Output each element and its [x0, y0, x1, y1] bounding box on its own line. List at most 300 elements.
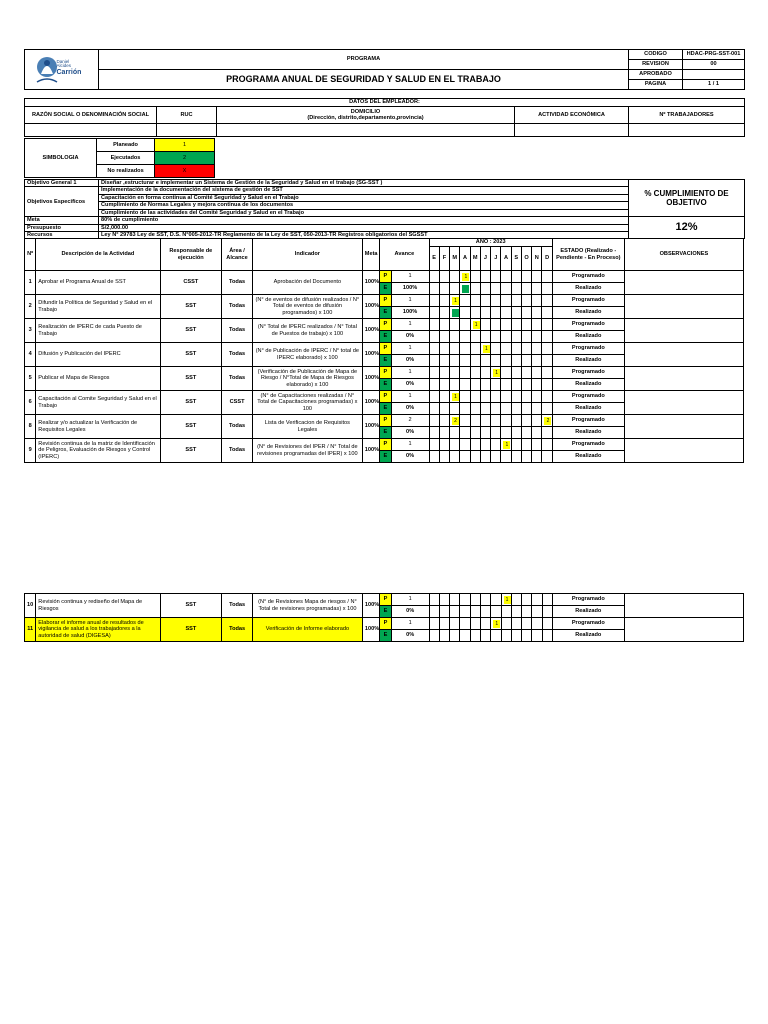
- plan-month-cell[interactable]: [439, 367, 449, 379]
- exec-month-cell[interactable]: [480, 606, 490, 618]
- exec-month-cell[interactable]: [429, 403, 439, 415]
- activity-area: Todas: [222, 367, 253, 391]
- exec-month-cell[interactable]: [480, 307, 490, 319]
- plan-month-cell[interactable]: [542, 415, 552, 427]
- plan-month-cell[interactable]: [501, 391, 511, 403]
- plan-month-cell[interactable]: [532, 343, 542, 355]
- exec-month-cell[interactable]: [521, 403, 531, 415]
- plan-month-cell[interactable]: [460, 295, 470, 307]
- plan-month-cell[interactable]: [491, 439, 501, 451]
- plan-month-cell[interactable]: [450, 415, 460, 427]
- exec-percent: 0%: [391, 427, 429, 439]
- plan-month-cell[interactable]: [491, 391, 501, 403]
- exec-month-cell[interactable]: [522, 630, 532, 642]
- exec-month-cell[interactable]: [439, 307, 449, 319]
- month-header: J: [480, 247, 490, 271]
- plan-month-cell[interactable]: [460, 343, 470, 355]
- plan-month-cell[interactable]: [429, 295, 439, 307]
- exec-month-cell[interactable]: [532, 427, 542, 439]
- exec-month-cell[interactable]: [522, 606, 532, 618]
- exec-month-cell[interactable]: [532, 355, 542, 367]
- exec-month-cell[interactable]: [439, 403, 449, 415]
- plan-month-cell[interactable]: [532, 367, 542, 379]
- activity-responsible: SST: [160, 439, 222, 463]
- status-realizado: Realizado: [552, 307, 624, 319]
- plan-month-cell[interactable]: [470, 343, 480, 355]
- plan-month-cell[interactable]: [480, 415, 490, 427]
- exec-month-cell[interactable]: [501, 427, 511, 439]
- plan-month-cell[interactable]: [429, 391, 439, 403]
- plan-month-cell[interactable]: [480, 439, 490, 451]
- plan-month-cell[interactable]: [439, 391, 449, 403]
- exec-month-cell[interactable]: [460, 283, 470, 295]
- month-header: A: [460, 247, 470, 271]
- plan-month-cell[interactable]: [532, 439, 542, 451]
- exec-month-cell[interactable]: [460, 606, 470, 618]
- domicilio-sub: (Dirección, distrito,departamento,provincia): [307, 115, 424, 121]
- exec-month-cell[interactable]: [491, 606, 501, 618]
- exec-month-cell[interactable]: [460, 403, 470, 415]
- activity-responsible: SST: [160, 618, 222, 642]
- actividad-value[interactable]: [515, 124, 629, 137]
- plan-month-cell[interactable]: [470, 618, 480, 630]
- plan-month-cell[interactable]: [511, 271, 521, 283]
- legend-no-realizados-swatch: X: [155, 165, 215, 178]
- plan-month-cell[interactable]: [480, 343, 490, 355]
- observations-cell[interactable]: [624, 415, 743, 439]
- exec-month-cell[interactable]: [470, 331, 480, 343]
- plan-month-cell[interactable]: [491, 367, 501, 379]
- plan-month-cell[interactable]: [439, 295, 449, 307]
- plan-month-cell[interactable]: [521, 319, 531, 331]
- exec-month-cell[interactable]: [470, 451, 480, 463]
- exec-month-cell[interactable]: [429, 355, 439, 367]
- plan-month-cell[interactable]: [480, 295, 490, 307]
- exec-month-cell[interactable]: [470, 307, 480, 319]
- activity-description: Revisión continua y rediseño del Mapa de Riesgos: [36, 594, 160, 618]
- exec-month-cell[interactable]: [532, 403, 542, 415]
- plan-month-cell[interactable]: [439, 594, 449, 606]
- plan-month-cell[interactable]: [439, 319, 449, 331]
- exec-month-cell[interactable]: [511, 427, 521, 439]
- exec-month-cell[interactable]: [501, 451, 511, 463]
- exec-month-cell[interactable]: [501, 355, 511, 367]
- observations-cell[interactable]: [624, 439, 743, 463]
- plan-month-cell[interactable]: [501, 367, 511, 379]
- plan-month-cell[interactable]: [450, 594, 460, 606]
- plan-month-cell[interactable]: [532, 594, 542, 606]
- exec-month-cell[interactable]: [511, 451, 521, 463]
- exec-month-cell[interactable]: [429, 331, 439, 343]
- plan-count: 2: [391, 415, 429, 427]
- exec-month-cell[interactable]: [521, 379, 531, 391]
- exec-month-cell[interactable]: [501, 379, 511, 391]
- exec-month-cell[interactable]: [511, 283, 521, 295]
- plan-month-cell[interactable]: [480, 391, 490, 403]
- exec-month-cell[interactable]: [450, 283, 460, 295]
- observations-cell[interactable]: [624, 618, 743, 642]
- plan-month-cell[interactable]: [501, 271, 511, 283]
- plan-month-cell[interactable]: [491, 415, 501, 427]
- plan-month-cell[interactable]: [511, 295, 521, 307]
- plan-month-cell[interactable]: [521, 271, 531, 283]
- plan-month-cell[interactable]: [480, 618, 490, 630]
- plan-month-cell[interactable]: [450, 343, 460, 355]
- plan-month-cell[interactable]: [491, 295, 501, 307]
- exec-month-cell[interactable]: [460, 379, 470, 391]
- plan-month-cell[interactable]: [450, 618, 460, 630]
- plan-month-cell[interactable]: [439, 415, 449, 427]
- plan-month-cell[interactable]: [501, 319, 511, 331]
- plan-month-cell[interactable]: [429, 343, 439, 355]
- activity-description: Elaborar el informe anual de resultados de vigilancia de salud a los trabajadores a la autoridad de salud (DIGESA): [36, 618, 160, 642]
- plan-month-cell[interactable]: [542, 295, 552, 307]
- exec-month-cell[interactable]: [521, 427, 531, 439]
- exec-month-cell[interactable]: [532, 379, 542, 391]
- exec-month-cell[interactable]: [439, 606, 449, 618]
- plan-month-cell[interactable]: [501, 295, 511, 307]
- activity-indicator: (N° de Capacitaciones realizadas / N° Total de Capacitaciones programadas) x 100: [252, 391, 362, 415]
- exec-month-cell[interactable]: [542, 307, 552, 319]
- exec-marker: E: [380, 331, 391, 343]
- exec-month-cell[interactable]: [521, 355, 531, 367]
- plan-month-cell[interactable]: [532, 415, 542, 427]
- plan-month-cell[interactable]: [470, 271, 480, 283]
- plan-month-cell[interactable]: [542, 367, 552, 379]
- exec-month-cell[interactable]: [480, 403, 490, 415]
- domicilio-value[interactable]: [217, 124, 515, 137]
- plan-month-cell[interactable]: [511, 391, 521, 403]
- plan-month-cell[interactable]: [511, 594, 521, 606]
- plan-month-cell[interactable]: [470, 439, 480, 451]
- exec-month-cell[interactable]: [470, 355, 480, 367]
- plan-month-cell[interactable]: [460, 367, 470, 379]
- exec-month-cell[interactable]: [542, 427, 552, 439]
- exec-month-cell[interactable]: [491, 331, 501, 343]
- activity-meta: 100%: [362, 439, 379, 463]
- plan-month-cell[interactable]: [521, 367, 531, 379]
- plan-month-cell[interactable]: [542, 319, 552, 331]
- trabajadores-header: Nº TRABAJADORES: [629, 107, 745, 124]
- trabajadores-value[interactable]: [629, 124, 745, 137]
- activity-number: 8: [25, 415, 36, 439]
- plan-month-cell[interactable]: [439, 343, 449, 355]
- exec-month-cell[interactable]: [470, 606, 480, 618]
- plan-month-cell[interactable]: [521, 391, 531, 403]
- plan-month-cell[interactable]: [470, 594, 480, 606]
- exec-month-cell[interactable]: [429, 379, 439, 391]
- exec-month-cell[interactable]: [480, 283, 490, 295]
- exec-month-cell[interactable]: [491, 427, 501, 439]
- exec-month-cell[interactable]: [480, 379, 490, 391]
- exec-month-cell[interactable]: [439, 355, 449, 367]
- plan-month-cell[interactable]: [491, 271, 501, 283]
- exec-month-cell[interactable]: [450, 606, 460, 618]
- plan-month-cell[interactable]: [429, 439, 439, 451]
- col-avance-header: Avance: [380, 239, 429, 271]
- status-programado: Programado: [552, 343, 624, 355]
- plan-month-cell[interactable]: [470, 391, 480, 403]
- exec-month-cell[interactable]: [450, 355, 460, 367]
- exec-month-cell[interactable]: [491, 403, 501, 415]
- exec-month-cell[interactable]: [470, 283, 480, 295]
- plan-month-cell[interactable]: [542, 439, 552, 451]
- exec-month-cell[interactable]: [542, 355, 552, 367]
- plan-month-cell[interactable]: [501, 343, 511, 355]
- exec-month-cell[interactable]: [542, 283, 552, 295]
- exec-month-cell[interactable]: [450, 427, 460, 439]
- exec-month-cell[interactable]: [460, 451, 470, 463]
- plan-month-cell[interactable]: [450, 391, 460, 403]
- aprobado-value: [683, 70, 745, 80]
- exec-month-cell[interactable]: [521, 307, 531, 319]
- ruc-value[interactable]: [157, 124, 217, 137]
- plan-month-cell[interactable]: [542, 618, 552, 630]
- activity-responsible: SST: [160, 391, 222, 415]
- plan-month-cell[interactable]: [501, 618, 511, 630]
- plan-month-cell[interactable]: [491, 618, 501, 630]
- plan-month-cell[interactable]: [501, 439, 511, 451]
- plan-month-cell[interactable]: [521, 295, 531, 307]
- plan-month-cell[interactable]: [470, 295, 480, 307]
- plan-month-cell[interactable]: [439, 439, 449, 451]
- plan-month-cell[interactable]: [521, 343, 531, 355]
- exec-month-cell[interactable]: [501, 331, 511, 343]
- plan-month-cell[interactable]: [460, 271, 470, 283]
- exec-month-cell[interactable]: [491, 355, 501, 367]
- exec-month-cell[interactable]: [501, 307, 511, 319]
- plan-month-cell[interactable]: [542, 271, 552, 283]
- exec-month-cell[interactable]: [480, 630, 490, 642]
- plan-month-cell[interactable]: [511, 319, 521, 331]
- plan-month-cell[interactable]: [532, 319, 542, 331]
- exec-month-cell[interactable]: [542, 379, 552, 391]
- exec-month-cell[interactable]: [429, 283, 439, 295]
- exec-month-cell[interactable]: [501, 630, 511, 642]
- plan-month-cell[interactable]: [521, 415, 531, 427]
- exec-month-cell[interactable]: [542, 606, 552, 618]
- exec-month-cell[interactable]: [511, 331, 521, 343]
- plan-month-cell[interactable]: [450, 295, 460, 307]
- exec-month-cell[interactable]: [450, 403, 460, 415]
- plan-month-cell[interactable]: [460, 618, 470, 630]
- plan-marker: P: [380, 391, 391, 403]
- plan-month-cell[interactable]: [501, 594, 511, 606]
- exec-month-cell[interactable]: [480, 427, 490, 439]
- plan-month-cell[interactable]: [460, 415, 470, 427]
- activity-number: 10: [25, 594, 36, 618]
- activity-area: Todas: [222, 271, 253, 295]
- exec-month-cell[interactable]: [532, 630, 542, 642]
- exec-month-cell[interactable]: [532, 606, 542, 618]
- exec-percent: 0%: [391, 403, 429, 415]
- activity-number: 11: [25, 618, 36, 642]
- exec-month-cell[interactable]: [450, 307, 460, 319]
- plan-month-cell[interactable]: [511, 367, 521, 379]
- plan-month-cell[interactable]: [450, 271, 460, 283]
- observations-cell[interactable]: [624, 343, 743, 367]
- exec-month-cell[interactable]: [491, 379, 501, 391]
- plan-month-cell[interactable]: [470, 319, 480, 331]
- exec-month-cell[interactable]: [532, 283, 542, 295]
- col-resp-header: Responsable de ejecución: [160, 239, 222, 271]
- exec-month-cell[interactable]: [460, 307, 470, 319]
- plan-month-cell[interactable]: [491, 343, 501, 355]
- exec-month-cell[interactable]: [450, 630, 460, 642]
- plan-month-cell[interactable]: [439, 271, 449, 283]
- col-n-header: Nº: [25, 239, 36, 271]
- observations-cell[interactable]: [624, 271, 743, 295]
- plan-month-cell[interactable]: [501, 415, 511, 427]
- activity-area: Todas: [222, 415, 253, 439]
- exec-month-cell[interactable]: [450, 379, 460, 391]
- plan-month-cell[interactable]: [532, 271, 542, 283]
- exec-month-cell[interactable]: [450, 331, 460, 343]
- exec-month-cell[interactable]: [429, 451, 439, 463]
- plan-month-cell[interactable]: [532, 618, 542, 630]
- exec-month-cell[interactable]: [491, 451, 501, 463]
- exec-month-cell[interactable]: [542, 403, 552, 415]
- activity-row: [25, 439, 744, 451]
- observations-cell[interactable]: [624, 319, 743, 343]
- exec-month-cell[interactable]: [460, 355, 470, 367]
- exec-month-cell[interactable]: [542, 630, 552, 642]
- activity-description: Capacitación al Comite Seguridad y Salud en el Trabajo: [36, 391, 160, 415]
- exec-month-cell[interactable]: [480, 451, 490, 463]
- plan-month-cell[interactable]: [470, 367, 480, 379]
- plan-month-cell[interactable]: [480, 367, 490, 379]
- plan-month-cell[interactable]: [542, 391, 552, 403]
- recursos-label: Recursos: [25, 231, 99, 238]
- exec-month-cell[interactable]: [511, 307, 521, 319]
- exec-month-cell[interactable]: [532, 331, 542, 343]
- exec-month-cell[interactable]: [491, 630, 501, 642]
- col-obs-header: OBSERVACIONES: [624, 239, 743, 271]
- plan-month-cell[interactable]: [511, 343, 521, 355]
- exec-month-cell[interactable]: [521, 451, 531, 463]
- exec-month-cell[interactable]: [429, 630, 439, 642]
- exec-month-cell[interactable]: [429, 427, 439, 439]
- exec-month-cell[interactable]: [521, 331, 531, 343]
- exec-month-cell[interactable]: [491, 307, 501, 319]
- plan-month-cell[interactable]: [511, 439, 521, 451]
- exec-month-cell[interactable]: [501, 403, 511, 415]
- plan-marker: P: [380, 415, 391, 427]
- exec-month-cell[interactable]: [439, 451, 449, 463]
- exec-month-cell[interactable]: [480, 331, 490, 343]
- presupuesto-text: S/2,000.00: [99, 224, 629, 231]
- objetivos-especificos-label: Objetivos Especificos: [25, 187, 99, 217]
- plan-month-cell[interactable]: [460, 319, 470, 331]
- plan-month-cell[interactable]: [439, 618, 449, 630]
- exec-month-cell[interactable]: [429, 307, 439, 319]
- exec-month-cell[interactable]: [511, 403, 521, 415]
- activity-area: Todas: [222, 594, 253, 618]
- observations-cell[interactable]: [624, 391, 743, 415]
- plan-month-cell[interactable]: [429, 319, 439, 331]
- exec-month-cell[interactable]: [470, 379, 480, 391]
- plan-month-cell[interactable]: [542, 343, 552, 355]
- plan-month-cell[interactable]: [429, 594, 439, 606]
- exec-month-cell[interactable]: [439, 630, 449, 642]
- exec-marker: E: [380, 379, 391, 391]
- exec-month-cell[interactable]: [532, 307, 542, 319]
- plan-month-cell[interactable]: [429, 618, 439, 630]
- exec-month-cell[interactable]: [491, 283, 501, 295]
- exec-month-cell[interactable]: [501, 606, 511, 618]
- observations-cell[interactable]: [624, 367, 743, 391]
- exec-month-cell[interactable]: [480, 355, 490, 367]
- exec-month-cell[interactable]: [460, 427, 470, 439]
- razon-social-value[interactable]: [25, 124, 157, 137]
- plan-month-cell[interactable]: [460, 391, 470, 403]
- exec-month-cell[interactable]: [542, 331, 552, 343]
- ruc-header: RUC: [157, 107, 217, 124]
- observations-cell[interactable]: [624, 295, 743, 319]
- plan-month-cell[interactable]: [460, 594, 470, 606]
- plan-month-cell[interactable]: [522, 618, 532, 630]
- plan-month-cell[interactable]: [491, 594, 501, 606]
- activity-area: CSST: [222, 391, 253, 415]
- plan-month-cell[interactable]: [429, 271, 439, 283]
- exec-month-cell[interactable]: [521, 283, 531, 295]
- plan-month-cell[interactable]: [542, 594, 552, 606]
- plan-month-cell[interactable]: [450, 319, 460, 331]
- plan-month-cell[interactable]: [511, 415, 521, 427]
- plan-month-cell[interactable]: [480, 271, 490, 283]
- exec-month-cell[interactable]: [439, 283, 449, 295]
- exec-month-cell[interactable]: [511, 355, 521, 367]
- exec-month-cell[interactable]: [470, 427, 480, 439]
- activity-description: Difundir la Política de Seguridad y Salud en el Trabajo: [36, 295, 160, 319]
- exec-month-cell[interactable]: [439, 379, 449, 391]
- exec-month-cell[interactable]: [511, 630, 521, 642]
- activity-area: Todas: [222, 319, 253, 343]
- page-title: PROGRAMA ANUAL DE SEGURIDAD Y SALUD EN EL TRABAJO: [99, 70, 629, 90]
- exec-month-cell[interactable]: [429, 606, 439, 618]
- plan-month-cell[interactable]: [532, 391, 542, 403]
- plan-month-cell[interactable]: [480, 594, 490, 606]
- plan-month-cell[interactable]: [480, 319, 490, 331]
- plan-month-cell[interactable]: [532, 295, 542, 307]
- exec-month-cell[interactable]: [511, 379, 521, 391]
- plan-month-cell[interactable]: [429, 367, 439, 379]
- plan-month-cell[interactable]: [491, 319, 501, 331]
- plan-month-cell[interactable]: [511, 618, 521, 630]
- exec-month-cell[interactable]: [439, 427, 449, 439]
- plan-month-cell[interactable]: [450, 367, 460, 379]
- plan-month-cell[interactable]: [429, 415, 439, 427]
- exec-month-cell[interactable]: [532, 451, 542, 463]
- exec-month-cell[interactable]: [460, 331, 470, 343]
- plan-month-cell[interactable]: [521, 439, 531, 451]
- exec-month-cell[interactable]: [542, 451, 552, 463]
- activity-responsible: SST: [160, 367, 222, 391]
- exec-month-cell[interactable]: [470, 630, 480, 642]
- plan-month-cell[interactable]: [470, 415, 480, 427]
- exec-month-cell[interactable]: [501, 283, 511, 295]
- exec-month-cell[interactable]: [460, 630, 470, 642]
- observations-cell[interactable]: [624, 594, 743, 618]
- exec-month-cell[interactable]: [450, 451, 460, 463]
- plan-month-mark: 1: [462, 273, 469, 281]
- plan-month-cell[interactable]: [522, 594, 532, 606]
- plan-month-cell[interactable]: [450, 439, 460, 451]
- exec-month-cell[interactable]: [439, 331, 449, 343]
- exec-month-cell[interactable]: [511, 606, 521, 618]
- exec-month-cell[interactable]: [470, 403, 480, 415]
- plan-month-cell[interactable]: [460, 439, 470, 451]
